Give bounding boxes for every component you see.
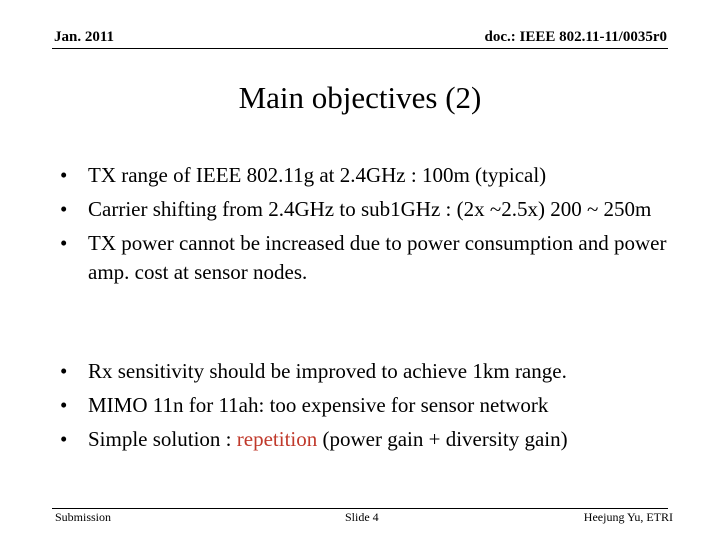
bullet-text-before: Simple solution :: [88, 427, 237, 451]
slide-title: Main objectives (2): [238, 80, 482, 115]
bullet-text: Rx sensitivity should be improved to achieve 1km range.: [88, 359, 567, 383]
bullet-text: TX power cannot be increased due to power consumption and power amp. cost at sensor nodes.: [88, 231, 667, 284]
header-doc-id: doc.: IEEE 802.11-11/0035r0: [484, 29, 667, 45]
bullet-icon: •: [60, 427, 68, 451]
header-date: Jan. 2011: [54, 29, 115, 45]
header-rule: [52, 48, 668, 49]
bullet-text: MIMO 11n for 11ah: too expensive for sensor network: [88, 393, 549, 417]
bullet-icon: •: [60, 231, 68, 255]
bullet-group-1: [60, 161, 680, 292]
bullet-icon: •: [60, 393, 68, 417]
bullet-icon: •: [60, 359, 68, 383]
highlight-text: repetition: [236, 427, 318, 451]
bullet-item: [60, 357, 680, 386]
bullet-text-after: (power gain + diversity gain): [317, 427, 568, 451]
bullet-item: [60, 425, 680, 454]
bullet-item: [60, 229, 680, 287]
footer-rule: [52, 508, 668, 509]
bullet-text: [88, 427, 568, 451]
footer-submission: Submission: [55, 510, 112, 524]
bullet-item: [60, 391, 680, 420]
bullet-icon: •: [60, 163, 68, 187]
footer-author: Heejung Yu, ETRI: [583, 510, 673, 524]
bullet-text: TX range of IEEE 802.11g at 2.4GHz : 100m (typical): [88, 163, 547, 187]
bullet-item: [60, 161, 680, 190]
bullet-group-2: [60, 357, 680, 459]
bullet-item: [60, 195, 680, 224]
bullet-icon: •: [60, 197, 68, 221]
bullet-text: Carrier shifting from 2.4GHz to sub1GHz : (2x ~2.5x) 200 ~ 250m: [88, 197, 652, 221]
footer-slide-number: Slide 4: [345, 510, 379, 524]
